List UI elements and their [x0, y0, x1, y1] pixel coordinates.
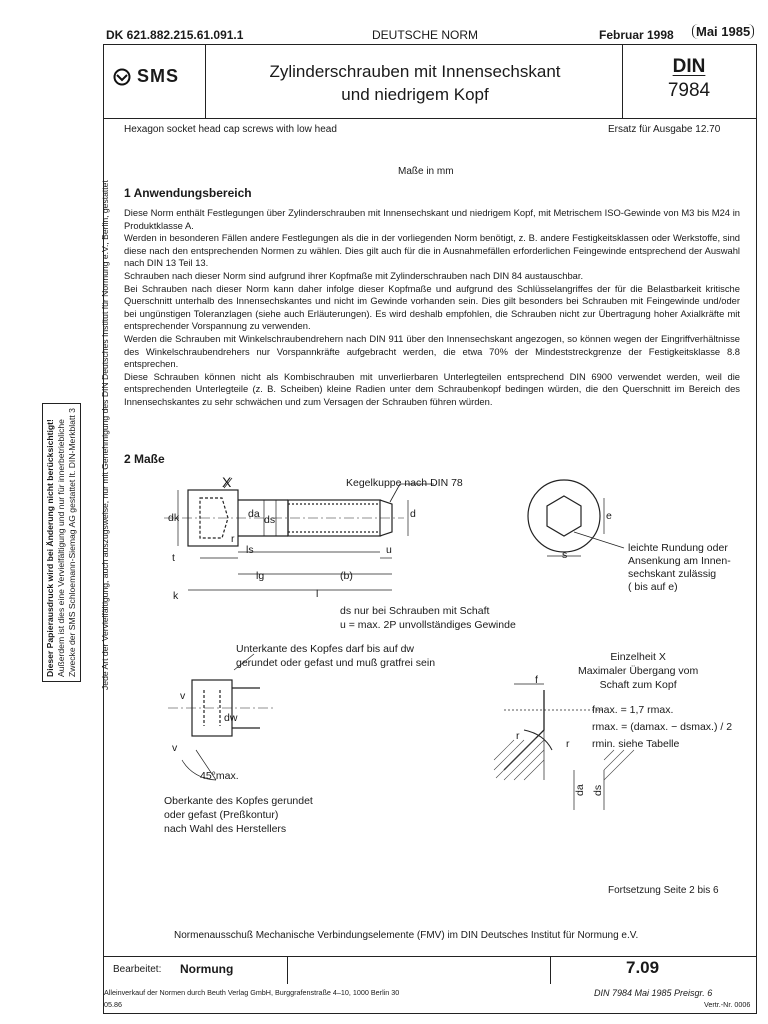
issue-date: Februar 1998: [599, 28, 674, 42]
dim-ds-detail: ds: [592, 784, 604, 796]
unterkante-line: Unterkante des Kopfes darf bis auf dw: [236, 643, 415, 655]
din-label: DIN: [672, 56, 706, 77]
notice-line: Zwecke der SMS Schloemann-Siemag AG gestattet lt. DIN-Merkblatt 3: [67, 408, 77, 677]
footer-divider: [287, 956, 288, 984]
copyright-vertical: Jede Art der Vervielfältigung, auch auszugsweise, nur mit Genehmigung des DIN Deutsches Institut für Normung e.V., Berlin, gestattet: [100, 180, 110, 690]
dim-dk: dk: [168, 512, 180, 524]
units-note: Maße in mm: [398, 166, 454, 177]
continuation-note: Fortsetzung Seite 2 bis 6: [608, 885, 719, 896]
title-line-2: und niedrigem Kopf: [341, 85, 489, 104]
sms-logo-icon: [112, 68, 134, 86]
dim-s: s: [562, 549, 568, 561]
formula-block: [592, 702, 732, 753]
oberkante-note: [164, 794, 313, 836]
dim-t: t: [172, 552, 175, 564]
dim-da: da: [248, 508, 260, 520]
bearbeitet-value: Normung: [180, 962, 234, 976]
oberkante-line: nach Wahl des Herstellers: [164, 823, 287, 835]
rundung-line: ( bis auf e): [628, 581, 678, 593]
einzelheit-title: [578, 650, 698, 692]
code-note: 05.86: [104, 1000, 122, 1009]
paragraph: Werden in besonderen Fällen andere Festlegungen als die in der vorliegenden Norm benötigt, z. B. andere Festigkeitsklassen oder Werkstoffe, sind diese nach den entsprechenden Normen zu wählen. Dies gilt auch für die in Ausnahmefällen erforderlichen Feingewinde entsprechend der Auswahl nach DIN 13 Teil 13.: [124, 232, 740, 269]
detail-x-marker: X: [222, 474, 232, 490]
committee-note: Normenausschuß Mechanische Verbindungselemente (FMV) im DIN Deutsches Institut für Normung e.V.: [174, 930, 639, 941]
dim-r: r: [231, 533, 235, 545]
top-meta-line: [106, 24, 756, 44]
rundung-line: sechskant zulässig: [628, 568, 717, 580]
note-ds: ds nur bei Schrauben mit Schaft: [340, 605, 490, 617]
note-u: u = max. 2P unvollständiges Gewinde: [340, 619, 516, 631]
section-1-heading: 1 Anwendungsbereich: [124, 186, 252, 200]
header-divider-right: [622, 44, 623, 118]
einzelheit-line: Maximaler Übergang vom: [578, 665, 699, 677]
rundung-line: leichte Rundung oder: [628, 542, 728, 554]
notice-line: Außerdem ist dies eine Vervielfältigung und nur für innerbetriebliche: [56, 419, 66, 677]
rundung-line: Ansenkung am Innen-: [628, 555, 731, 567]
header-divider: [103, 118, 757, 119]
reference-note: DIN 7984 Mai 1985 Preisgr. 6: [594, 988, 713, 998]
sales-note: Alleinverkauf der Normen durch Beuth Verlag GmbH, Burggrafenstraße 4–10, 1000 Berlin 30: [104, 988, 400, 997]
dim-r-detail-2: r: [566, 738, 570, 750]
paragraph: Schrauben nach dieser Norm sind aufgrund ihrer Kopfmaße mit Zylinderschrauben nach DIN 84 austauschbar.: [124, 269, 584, 281]
rundung-note: [628, 542, 731, 594]
din-block: [630, 56, 748, 102]
header-divider-left: [205, 44, 206, 118]
printout-notice-box: [42, 403, 81, 682]
sms-logo: [112, 66, 179, 87]
old-date: Mai 1985: [692, 24, 754, 39]
bearbeitet-label: Bearbeitet:: [113, 964, 162, 975]
notice-line: Dieser Papierausdruck wird bei Änderung nicht berücksichtigt!: [45, 419, 55, 677]
dim-e: e: [606, 510, 612, 522]
din-number: 7984: [667, 80, 711, 101]
footer-divider: [550, 956, 551, 984]
formula-line: rmin. siehe Tabelle: [592, 738, 680, 750]
oberkante-line: oder gefast (Preßkontur): [164, 809, 279, 821]
vertr-note: Vertr.-Nr. 0006: [704, 1000, 751, 1009]
dim-u: u: [386, 544, 392, 556]
einzelheit-line: Schaft zum Kopf: [599, 679, 677, 691]
paragraph: Bei Schrauben nach dieser Norm kann daher infolge dieser Kopfmaße und aufgrund des Schlüsselangriffes der für die Belastbarkeit kritische Querschnitt unterhalb des Innensechskantes und nicht im Gewinde vorhanden sein. Dies gilt besonders bei Schrauben mit Feingewinde und/oder bei ungünstigen Toleranzlagen (siehe auch Erläuterungen). Es wird deshalb empfohlen, die Schrauben nicht zur Übertragung hoher Axialkräfte mit entsprechender Vorspannung zu verwenden.: [124, 282, 740, 332]
formula-line: rmax. = (damax. − dsmax.) / 2: [592, 721, 733, 733]
dim-b: (b): [340, 570, 353, 582]
paragraph: Werden die Schrauben mit Winkelschraubendrehern nach DIN 911 über den Innensechskant angezogen, so können wegen der Eingriffverhältnisse des Winkelschraubendrehers nur Vorspannkräfte aufgebracht werden, die etwa 70% der Mindeststreckgrenze der Festigkeitsklasse 8.8 entsprechen.: [124, 332, 740, 370]
paragraph: Diese Norm enthält Festlegungen über Zylinderschrauben mit Innensechskant und niedrigem Kopf, mit Metrischem ISO-Gewinde von M3 bis M24 in Produktklasse A.: [124, 207, 740, 231]
kegelkuppe-label: Kegelkuppe nach DIN 78: [346, 477, 463, 489]
section-1-body: [124, 207, 740, 409]
formula-line: fmax. = 1,7 rmax.: [592, 704, 674, 716]
title-line-1: Zylinderschrauben mit Innensechskant: [269, 62, 561, 81]
section-2-heading: 2 Maße: [124, 452, 165, 466]
replacement-note: Ersatz für Ausgabe 12.70: [608, 124, 721, 135]
dim-d: d: [410, 508, 416, 520]
paragraph: Diese Schrauben können nicht als Kombischrauben mit unverlierbaren Unterlegteilen entsprechend DIN 6900 verwendet werden, weil die entsprechenden Unterlegteile (z. B. Scheiben) kleine Radien unter dem Schraubenkopf bedingen würden, die den Querschnitt im Bereich des Innensechskantes zu sehr schwächen und zum Versagen der Schrauben führen würden.: [124, 370, 740, 407]
unterkante-note: [236, 642, 435, 670]
dim-dw: dw: [224, 712, 238, 724]
shaft-notes: [340, 604, 516, 632]
norm-type: DEUTSCHE NORM: [372, 28, 479, 42]
dim-k: k: [173, 590, 179, 602]
dim-r-detail: r: [516, 730, 520, 742]
dim-v-top: v: [180, 690, 186, 702]
version-number: 7.09: [626, 958, 660, 977]
einzelheit-line: Einzelheit X: [610, 651, 666, 663]
logo-text: SMS: [137, 66, 180, 86]
oberkante-line: Oberkante des Kopfes gerundet: [164, 795, 313, 807]
dk-number: DK 621.882.215.61.091.1: [106, 28, 244, 42]
document-title: [210, 60, 620, 106]
dim-f: f: [535, 674, 538, 686]
dim-ds: ds: [264, 514, 276, 526]
dim-da-detail: da: [574, 784, 586, 796]
dim-l: l: [316, 588, 319, 600]
english-title: Hexagon socket head cap screws with low head: [124, 124, 337, 135]
dim-lg: lg: [256, 570, 265, 582]
angle-label: 45°max.: [200, 770, 239, 782]
dim-v: v: [172, 742, 178, 754]
unterkante-line: gerundet oder gefast und muß gratfrei sein: [236, 657, 436, 669]
dim-ls: ls: [246, 544, 254, 556]
